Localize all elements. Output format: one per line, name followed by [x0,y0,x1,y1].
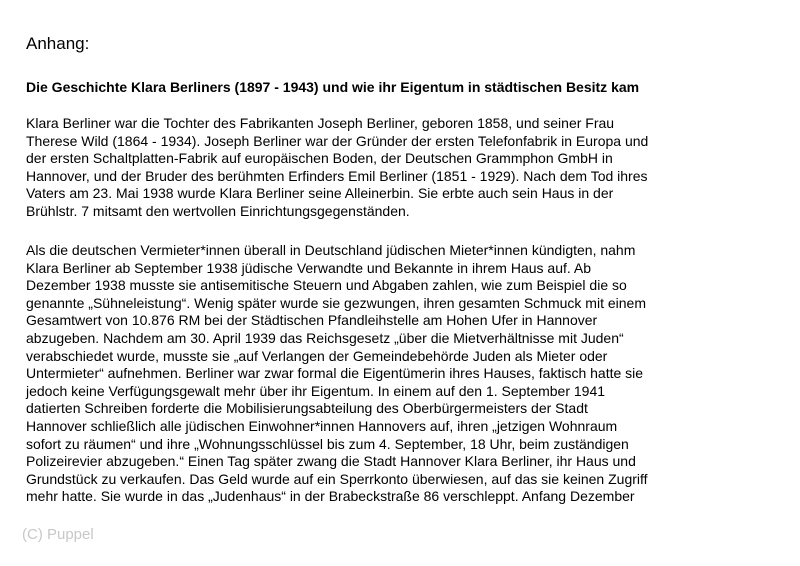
paragraph-line: Vaters am 23. Mai 1938 wurde Klara Berliner seine Alleinerbin. Sie erbte auch sein Haus in der [26,185,614,202]
paragraph-1 [26,115,786,221]
paragraph-line: jedoch keine Verfügungsgewalt mehr über ihr Eigentum. In einem auf den 1. September 1941 [26,382,606,399]
document-title: Die Geschichte Klara Berliners (1897 - 1943) und wie ihr Eigentum in städtischen Besitz kam [26,79,640,95]
paragraph-line: abzugeben. Nachdem am 30. April 1939 das Reichsgesetz „über die Mietverhältnisse mit Juden“ [26,329,624,346]
paragraph-line: Brühlstr. 7 mitsamt den wertvollen Einrichtungsgegenständen. [26,202,410,219]
paragraph-line: mehr hatte. Sie wurde in das „Judenhaus“ in der Brabeckstraße 86 verschleppt. Anfang Dezember [26,488,635,505]
paragraph-line: sofort zu räumen“ und ihre „Wohnungsschlüssel bis zum 4. September, 18 Uhr, beim zuständigen [26,435,629,452]
paragraph-line: Klara Berliner ab September 1938 jüdische Verwandte und Bekannte in ihrem Haus auf. Ab [26,259,592,276]
paragraph-line: Polizeirevier abzugeben.“ Einen Tag später zwang die Stadt Hannover Klara Berliner, ihr Haus und [26,453,636,470]
copyright-watermark: (C) Puppel [22,526,94,543]
paragraph-line: Hannover schließlich alle jüdischen Einwohner*innen Hannovers auf, ihren „jetzigen Wohnraum [26,417,618,434]
paragraph-line: Untermieter“ aufnehmen. Berliner war zwar formal die Eigentümerin ihres Hauses, faktisch hatte sie [26,365,644,382]
paragraph-line: Therese Wild (1864 - 1934). Joseph Berliner war der Gründer der ersten Telefonfabrik in Europa und [26,132,649,149]
paragraph-line: Klara Berliner war die Tochter des Fabrikanten Joseph Berliner, geboren 1858, und seiner Frau [26,115,615,131]
paragraph-line: datierten Schreiben forderte die Mobilisierungsabteilung des Oberbürgermeisters der Stadt [26,400,588,417]
paragraph-line: Grundstück zu verkaufen. Das Geld wurde auf ein Sperrkonto überwiesen, auf das sie keinen Zugriff [26,470,648,487]
paragraph-line: Hannover, und der Bruder des berühmten Erfinders Emil Berliner (1851 - 1929). Nach dem Tod ihres [26,167,648,184]
paragraph-line: genannte „Sühneleistung“. Wenig später wurde sie gezwungen, ihren gesamten Schmuck mit einem [26,294,646,311]
paragraph-line: der ersten Schaltplatten-Fabrik auf europäischen Boden, der Deutschen Grammphon GmbH in [26,150,613,167]
paragraph-line: Als die deutschen Vermieter*innen überall in Deutschland jüdischen Mieter*innen kündigten, nahm [26,242,636,258]
paragraph-line: verabschiedet wurde, musste sie „auf Verlangen der Gemeindebehörde Juden als Mieter oder [26,347,608,364]
paragraph-2 [26,242,786,506]
paragraph-line: Dezember 1938 musste sie antisemitische Steuern und Abgaben zahlen, wie zum Beispiel die so [26,277,627,294]
paragraph-line: Gesamtwert von 10.876 RM bei der Städtischen Pfandleihstelle am Hohen Ufer in Hannover [26,312,598,329]
annex-heading: Anhang: [26,34,90,53]
